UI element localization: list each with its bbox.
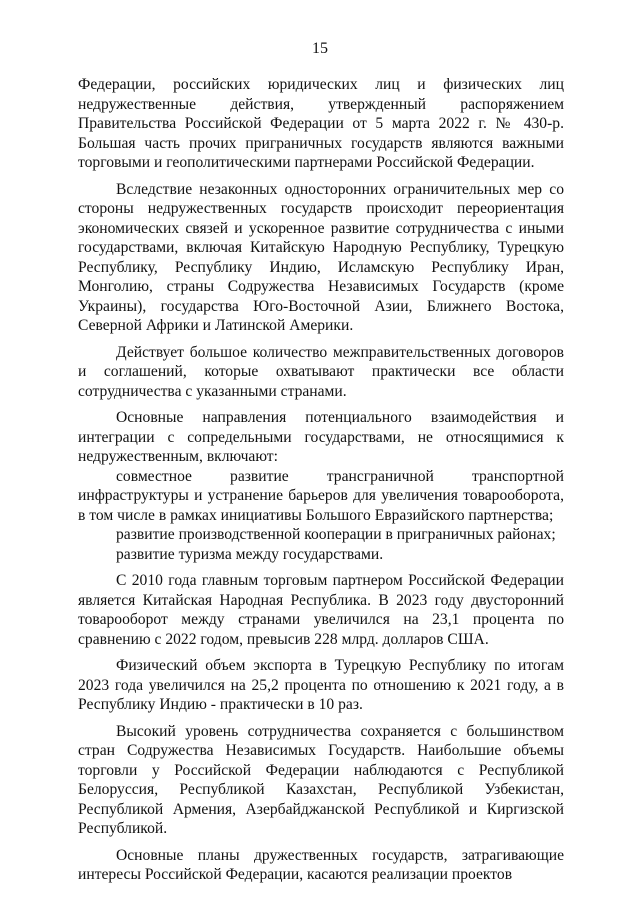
list-item: развитие туризма между государствами.	[116, 545, 384, 563]
paragraph: Федерации, российских юридических лиц и физических лиц недружественные действия, утвержденный распоряжением Правительства Российской Федерации от 5 марта 2022 г. № 430-р. Большая часть прочих приграничных государств являются важными торговыми и геополитическими партнерами Российской Федерации.	[78, 76, 564, 171]
paragraph: Действует большое количество межправительственных договоров и соглашений, которые охватывают практически все области сотрудничества с указанными странами.	[78, 343, 564, 400]
paragraph: Основные планы дружественных государств, затрагивающие интересы Российской Федерации, касаются реализации проектов	[78, 846, 564, 883]
paragraph: С 2010 года главным торговым партнером Российской Федерации является Китайская Народная Республика. В 2023 году двусторонний товарооборот между странами увеличился на 23,1 процента по сравнению с 2022 годом, превысив 228 млрд. долларов США.	[78, 572, 564, 648]
document-body	[78, 75, 564, 892]
paragraph: Вследствие незаконных односторонних ограничительных мер со стороны недружественных государств происходит переориентация экономических связей и ускоренное развитие сотрудничества с иными государствами, включая Китайскую Народную Республику, Турецкую Республику, Республику Индию, Исламскую Республику Иран, Монголию, страны Содружества Независимых Государств (кроме Украины), государства Юго-Восточной Азии, Ближнего Востока, Северной Африки и Латинской Америки.	[78, 180, 564, 334]
page-number: 15	[312, 40, 328, 57]
paragraph: Основные направления потенциального взаимодействия и интеграции с сопредельными государствами, не относящимися к недружественным, включают:	[78, 409, 564, 465]
list-item: развитие производственной кооперации в приграничных районах;	[116, 526, 556, 543]
paragraph: Физический объем экспорта в Турецкую Республику по итогам 2023 года увеличился на 25,2 процента по отношению к 2021 году, а в Республику Индию - практически в 10 раз.	[78, 657, 564, 713]
paragraph: Высокий уровень сотрудничества сохраняется с большинством стран Содружества Независимых Государств. Наибольшие объемы торговли у Российской Федерации наблюдаются с Республикой Белоруссия, Республикой Казахстан, Республикой Узбекистан, Республикой Армения, Азербайджанской Республикой и Киргизской Республикой.	[78, 722, 564, 837]
list-item: совместное развитие трансграничной транспортной инфраструктуры и устранение барьеров для увеличения товарооборота, в том числе в рамках инициативы Большого Евразийского партнерства;	[78, 467, 564, 524]
